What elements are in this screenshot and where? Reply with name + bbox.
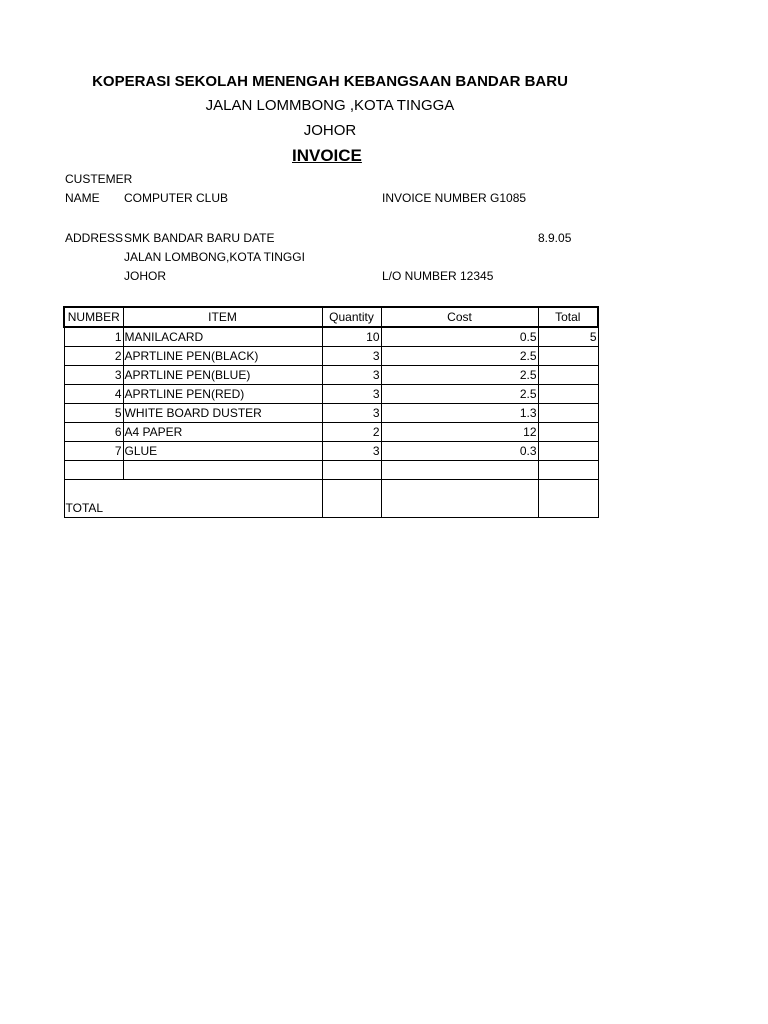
empty-cell [538, 461, 598, 480]
invoice-date: 8.9.05 [538, 231, 572, 245]
address-line-2: JALAN LOMBONG,KOTA TINGGI [124, 250, 305, 264]
invoice-items-table [63, 306, 599, 518]
row-number: 4 [64, 385, 123, 404]
header-cost: Cost [381, 307, 538, 327]
table-row [64, 423, 598, 442]
total-cost-cell [381, 480, 538, 518]
row-quantity: 3 [322, 366, 381, 385]
row-total [538, 385, 598, 404]
row-item: MANILACARD [123, 327, 322, 347]
empty-cell [123, 461, 322, 480]
row-item: GLUE [123, 442, 322, 461]
total-quantity-cell [322, 480, 381, 518]
row-number: 5 [64, 404, 123, 423]
row-cost: 0.3 [381, 442, 538, 461]
school-name: KOPERASI SEKOLAH MENENGAH KEBANGSAAN BANDAR BARU [92, 73, 568, 90]
school-address-street: JALAN LOMMBONG ,KOTA TINGGA [205, 97, 455, 114]
row-total [538, 404, 598, 423]
address-line-3: JOHOR [124, 269, 166, 283]
empty-cell [381, 461, 538, 480]
header-quantity: Quantity [322, 307, 381, 327]
table-row [64, 347, 598, 366]
row-cost: 2.5 [381, 385, 538, 404]
empty-cell [322, 461, 381, 480]
row-number: 2 [64, 347, 123, 366]
row-number: 1 [64, 327, 123, 347]
table-row [64, 327, 598, 347]
name-label: NAME [65, 191, 100, 205]
table-row [64, 366, 598, 385]
invoice-title: INVOICE [292, 146, 362, 165]
school-address-state: JOHOR [303, 122, 357, 139]
header-number: NUMBER [64, 307, 123, 327]
table-row-empty [64, 461, 598, 480]
table-total-row [64, 480, 598, 518]
row-total [538, 347, 598, 366]
header-item: ITEM [123, 307, 322, 327]
row-quantity: 3 [322, 347, 381, 366]
table-row [64, 385, 598, 404]
row-quantity: 3 [322, 442, 381, 461]
row-number: 7 [64, 442, 123, 461]
address-label: ADDRESS [65, 231, 124, 245]
table-row [64, 442, 598, 461]
row-item: APRTLINE PEN(BLUE) [123, 366, 322, 385]
total-total-cell [538, 480, 598, 518]
row-number: 6 [64, 423, 123, 442]
row-item: APRTLINE PEN(RED) [123, 385, 322, 404]
row-quantity: 3 [322, 385, 381, 404]
row-total [538, 366, 598, 385]
row-item: APRTLINE PEN(BLACK) [123, 347, 322, 366]
lo-number: L/O NUMBER 12345 [382, 269, 494, 283]
row-cost: 2.5 [381, 347, 538, 366]
row-number: 3 [64, 366, 123, 385]
total-label: TOTAL [64, 480, 322, 518]
row-quantity: 10 [322, 327, 381, 347]
row-cost: 0.5 [381, 327, 538, 347]
row-cost: 12 [381, 423, 538, 442]
row-item: WHITE BOARD DUSTER [123, 404, 322, 423]
table-header-row [64, 307, 598, 327]
row-cost: 2.5 [381, 366, 538, 385]
customer-label: CUSTEMER [65, 172, 133, 186]
invoice-number: INVOICE NUMBER G1085 [382, 191, 527, 205]
row-total: 5 [538, 327, 598, 347]
row-quantity: 3 [322, 404, 381, 423]
header-total: Total [538, 307, 598, 327]
address-line-1: SMK BANDAR BARU DATE [124, 231, 275, 245]
table-row [64, 404, 598, 423]
customer-name: COMPUTER CLUB [124, 191, 229, 205]
row-item: A4 PAPER [123, 423, 322, 442]
row-quantity: 2 [322, 423, 381, 442]
row-total [538, 423, 598, 442]
row-total [538, 442, 598, 461]
row-cost: 1.3 [381, 404, 538, 423]
empty-cell [64, 461, 123, 480]
